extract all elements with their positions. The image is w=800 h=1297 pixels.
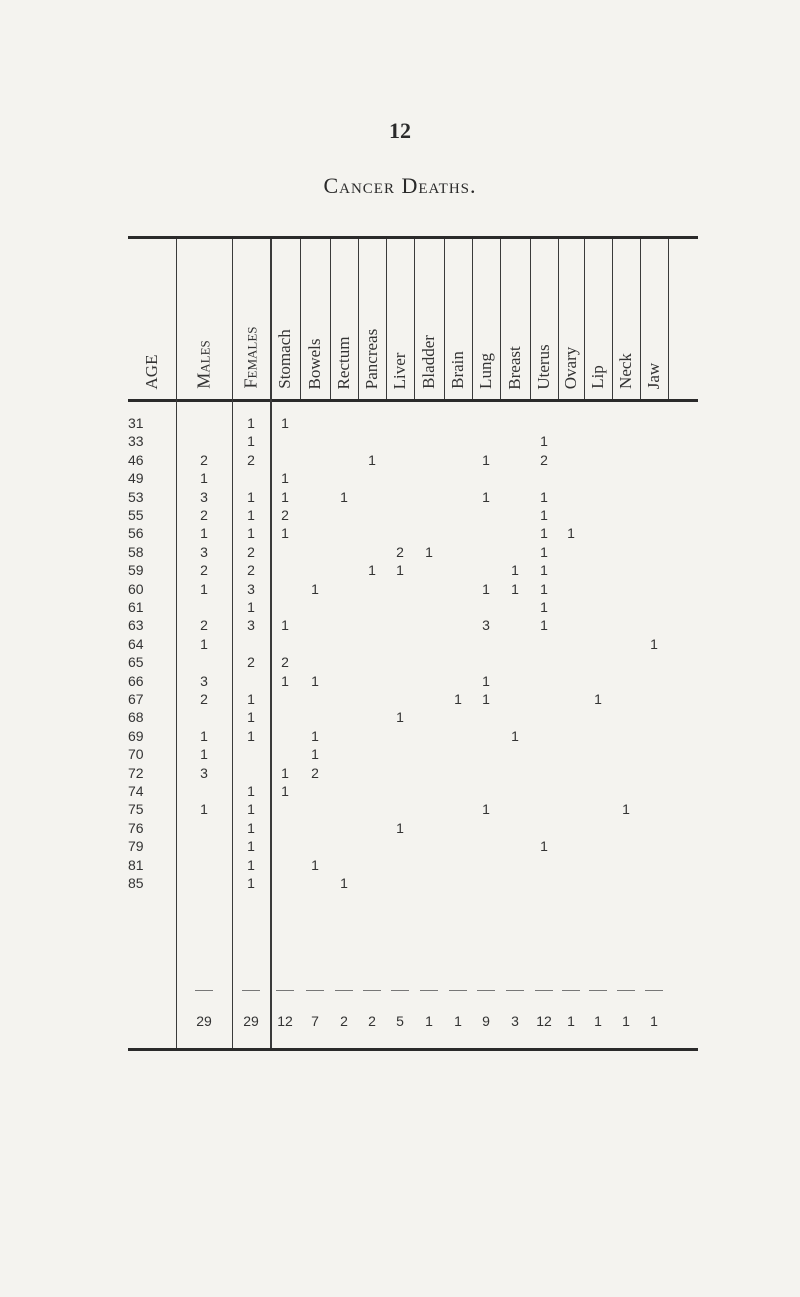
- cell-males: 2: [200, 691, 208, 707]
- row-age: 59: [128, 562, 144, 579]
- cell-males: 3: [200, 672, 208, 689]
- cell-pancreas: 1: [368, 451, 376, 468]
- cell-stomach: 2: [281, 654, 289, 671]
- total-dash: [242, 990, 260, 991]
- cell-uterus: 1: [540, 580, 548, 597]
- header-label: Stomach: [275, 329, 294, 389]
- cell-females: 2: [247, 654, 255, 671]
- total-rectum: 2: [340, 1013, 348, 1029]
- cell-lung: 1: [482, 451, 490, 468]
- total-dash: [276, 990, 294, 991]
- cell-males: 1: [200, 525, 208, 542]
- total-dash: [617, 990, 635, 991]
- header-label: Pancreas: [362, 328, 381, 390]
- cell-females: 1: [247, 819, 255, 836]
- header-neck: [612, 239, 640, 399]
- total-females: 29: [243, 1013, 259, 1029]
- total-dash: [645, 990, 663, 991]
- total-dash: [589, 990, 607, 991]
- total-dash: [363, 990, 381, 991]
- row-age: 55: [128, 507, 144, 523]
- header-label: Brain: [448, 351, 467, 389]
- header-pancreas: [358, 239, 386, 399]
- header-label: Ovary: [561, 346, 580, 390]
- header-males: [176, 239, 232, 399]
- row-age: 79: [128, 838, 144, 855]
- total-dash: [535, 990, 553, 991]
- header-brain: [444, 239, 472, 399]
- row-age: 56: [128, 525, 144, 542]
- cell-males: 3: [200, 488, 208, 505]
- row-age: 75: [128, 801, 144, 818]
- cell-females: 1: [247, 599, 255, 615]
- total-pancreas: 2: [368, 1013, 376, 1029]
- header-label: Lip: [588, 365, 607, 389]
- total-liver: 5: [396, 1013, 404, 1029]
- row-age: 64: [128, 635, 144, 652]
- cell-bowels: 2: [311, 764, 319, 781]
- cell-stomach: 1: [281, 764, 289, 781]
- cell-males: 1: [200, 746, 208, 763]
- cell-females: 2: [247, 451, 255, 468]
- cell-females: 1: [247, 856, 255, 873]
- header-label: Breast: [505, 345, 524, 390]
- row-age: 70: [128, 746, 144, 763]
- cell-females: 1: [247, 488, 255, 505]
- header-lip: [584, 239, 612, 399]
- row-age: 67: [128, 691, 144, 707]
- cell-bowels: 1: [311, 746, 319, 763]
- header-ovary: [558, 239, 584, 399]
- total-jaw: 1: [650, 1013, 658, 1029]
- header-lung: [472, 239, 500, 399]
- header-label: Females: [240, 326, 261, 389]
- total-bladder: 1: [425, 1013, 433, 1029]
- total-males: 29: [196, 1013, 212, 1029]
- total-dash: [506, 990, 524, 991]
- total-dash: [391, 990, 409, 991]
- cell-females: 2: [247, 543, 255, 560]
- cell-bowels: 1: [311, 580, 319, 597]
- cell-stomach: 1: [281, 617, 289, 634]
- cell-males: 2: [200, 507, 208, 523]
- cell-uterus: 2: [540, 451, 548, 468]
- cell-females: 1: [247, 801, 255, 818]
- cell-bowels: 1: [311, 727, 319, 744]
- column-divider: [668, 239, 669, 399]
- cell-females: 1: [247, 415, 255, 431]
- header-label: Neck: [616, 353, 635, 389]
- cell-bowels: 1: [311, 856, 319, 873]
- cell-females: 1: [247, 727, 255, 744]
- cell-pancreas: 1: [368, 562, 376, 579]
- table-header-rule: [128, 399, 698, 402]
- cell-bladder: 1: [425, 543, 433, 560]
- header-label: Males: [193, 339, 214, 389]
- cell-neck: 1: [622, 801, 630, 818]
- cell-males: 2: [200, 617, 208, 634]
- row-age: 76: [128, 819, 144, 836]
- cell-bowels: 1: [311, 672, 319, 689]
- cell-liver: 1: [396, 709, 404, 726]
- cell-lung: 1: [482, 580, 490, 597]
- header-bladder: [414, 239, 444, 399]
- page-title: Cancer Deaths.: [323, 173, 477, 198]
- header-label: AGE: [142, 354, 161, 389]
- row-age: 31: [128, 415, 144, 431]
- cell-ovary: 1: [567, 525, 575, 542]
- cell-uterus: 1: [540, 525, 548, 542]
- header-stomach: [270, 239, 300, 399]
- cell-females: 1: [247, 691, 255, 707]
- cell-females: 2: [247, 562, 255, 579]
- total-dash: [335, 990, 353, 991]
- total-lip: 1: [594, 1013, 602, 1029]
- cell-uterus: 1: [540, 838, 548, 855]
- header-breast: [500, 239, 530, 399]
- cell-females: 1: [247, 875, 255, 891]
- cell-females: 1: [247, 838, 255, 855]
- total-dash: [306, 990, 324, 991]
- cell-males: 3: [200, 543, 208, 560]
- cell-lung: 1: [482, 691, 490, 707]
- cell-females: 1: [247, 507, 255, 523]
- header-label: Bowels: [305, 338, 324, 389]
- cell-males: 1: [200, 727, 208, 744]
- cell-males: 1: [200, 580, 208, 597]
- total-bowels: 7: [311, 1013, 319, 1029]
- cell-uterus: 1: [540, 507, 548, 523]
- cell-females: 1: [247, 525, 255, 542]
- header-label: Lung: [476, 353, 495, 389]
- header-jaw: [640, 239, 668, 399]
- header-label: Liver: [390, 352, 409, 389]
- cell-females: 1: [247, 709, 255, 726]
- header-label: Bladder: [419, 335, 438, 389]
- row-age: 58: [128, 543, 144, 560]
- header-label: Rectum: [334, 336, 353, 389]
- total-neck: 1: [622, 1013, 630, 1029]
- cell-jaw: 1: [650, 635, 658, 652]
- total-uterus: 12: [536, 1013, 552, 1029]
- row-age: 60: [128, 580, 144, 597]
- cell-uterus: 1: [540, 433, 548, 450]
- header-label: Uterus: [534, 343, 553, 390]
- cell-males: 1: [200, 635, 208, 652]
- row-age: 53: [128, 488, 144, 505]
- cell-breast: 1: [511, 562, 519, 579]
- cell-females: 1: [247, 433, 255, 450]
- total-stomach: 12: [277, 1013, 293, 1029]
- header-females: [232, 239, 270, 399]
- row-age: 81: [128, 856, 144, 873]
- table-bottom-rule: [128, 1048, 698, 1051]
- cell-liver: 2: [396, 543, 404, 560]
- row-age: 46: [128, 451, 144, 468]
- total-brain: 1: [454, 1013, 462, 1029]
- cell-brain: 1: [454, 691, 462, 707]
- cell-males: 1: [200, 801, 208, 818]
- total-dash: [562, 990, 580, 991]
- cell-uterus: 1: [540, 543, 548, 560]
- page-number: 12: [389, 118, 411, 143]
- cell-stomach: 2: [281, 507, 289, 523]
- row-age: 68: [128, 709, 144, 726]
- cell-liver: 1: [396, 562, 404, 579]
- cell-uterus: 1: [540, 488, 548, 505]
- cell-lip: 1: [594, 691, 602, 707]
- header-liver: [386, 239, 414, 399]
- row-age: 85: [128, 875, 144, 891]
- row-age: 61: [128, 599, 144, 615]
- header-uterus: [530, 239, 558, 399]
- cell-lung: 1: [482, 488, 490, 505]
- cell-breast: 1: [511, 727, 519, 744]
- row-age: 72: [128, 764, 144, 781]
- cell-stomach: 1: [281, 783, 289, 799]
- cell-stomach: 1: [281, 415, 289, 431]
- cell-stomach: 1: [281, 488, 289, 505]
- cell-lung: 1: [482, 801, 490, 818]
- cell-lung: 1: [482, 672, 490, 689]
- cell-lung: 3: [482, 617, 490, 634]
- cell-rectum: 1: [340, 875, 348, 891]
- row-age: 65: [128, 654, 144, 671]
- cell-males: 2: [200, 451, 208, 468]
- total-breast: 3: [511, 1013, 519, 1029]
- cell-rectum: 1: [340, 488, 348, 505]
- total-ovary: 1: [567, 1013, 575, 1029]
- row-age: 66: [128, 672, 144, 689]
- cell-females: 1: [247, 783, 255, 799]
- cell-stomach: 1: [281, 525, 289, 542]
- cell-stomach: 1: [281, 672, 289, 689]
- total-dash: [420, 990, 438, 991]
- total-dash: [195, 990, 213, 991]
- cell-uterus: 1: [540, 617, 548, 634]
- cell-uterus: 1: [540, 562, 548, 579]
- cell-uterus: 1: [540, 599, 548, 615]
- header-bowels: [300, 239, 330, 399]
- row-age: 49: [128, 470, 144, 487]
- row-age: 69: [128, 727, 144, 744]
- cell-stomach: 1: [281, 470, 289, 487]
- row-age: 33: [128, 433, 144, 450]
- header-age: [128, 239, 176, 399]
- cell-liver: 1: [396, 819, 404, 836]
- cell-males: 3: [200, 764, 208, 781]
- header-rectum: [330, 239, 358, 399]
- cell-females: 3: [247, 580, 255, 597]
- total-lung: 9: [482, 1013, 490, 1029]
- cell-females: 3: [247, 617, 255, 634]
- cancer-deaths-table: [128, 236, 698, 1050]
- total-dash: [449, 990, 467, 991]
- header-label: Jaw: [644, 362, 663, 390]
- row-age: 74: [128, 783, 144, 799]
- cell-breast: 1: [511, 580, 519, 597]
- cell-males: 1: [200, 470, 208, 487]
- cell-males: 2: [200, 562, 208, 579]
- total-dash: [477, 990, 495, 991]
- row-age: 63: [128, 617, 144, 634]
